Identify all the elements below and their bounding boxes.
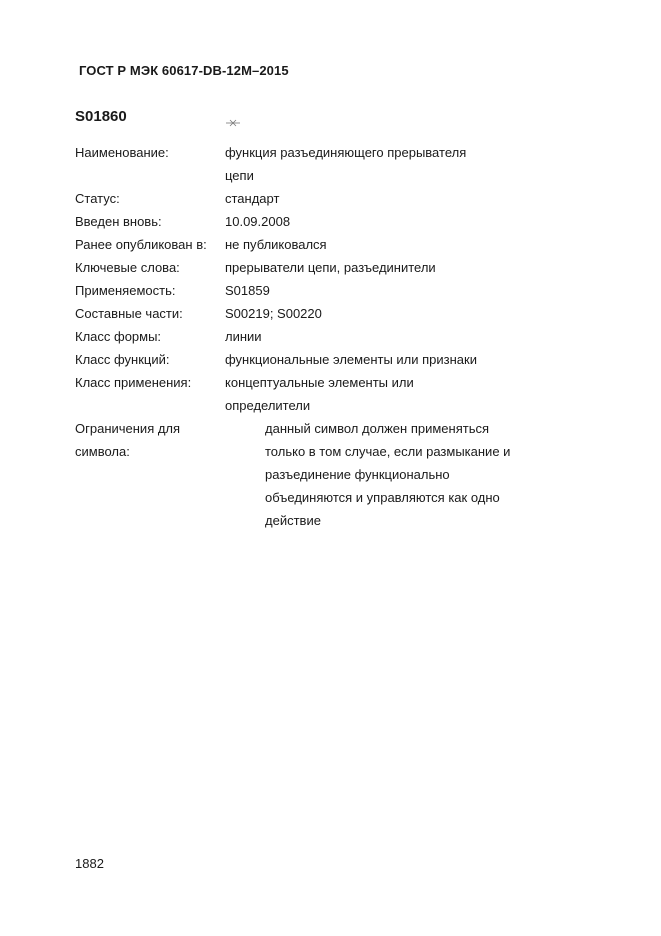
field-value: функциональные элементы или признаки [225, 352, 477, 367]
field-label: Класс применения: [75, 375, 192, 390]
field-label: Статус: [75, 191, 120, 206]
field-label: Составные части: [75, 306, 183, 321]
page-number: 1882 [75, 856, 104, 871]
field-value: стандарт [225, 191, 280, 206]
field-value: S00219; S00220 [225, 306, 322, 321]
field-list [75, 141, 595, 532]
standard-header: ГОСТ Р МЭК 60617-DB-12M–2015 [79, 63, 289, 78]
field-value: S01859 [225, 283, 270, 298]
field-row-previously-published [75, 233, 595, 256]
field-row-components [75, 302, 595, 325]
field-label: Ключевые слова: [75, 260, 180, 275]
field-value: функция разъединяющего прерывателя цепи [225, 145, 467, 183]
field-row-restrictions [75, 417, 595, 532]
field-row-application-class [75, 371, 595, 417]
field-value: не публиковался [225, 237, 327, 252]
field-label: Применяемость: [75, 283, 176, 298]
field-label: Ограничения для символа: [75, 421, 181, 459]
field-value: концептуальные элементы или определители [225, 375, 414, 413]
field-value: 10.09.2008 [225, 214, 291, 229]
field-row-name [75, 141, 595, 187]
field-row-introduced [75, 210, 595, 233]
field-row-status [75, 187, 595, 210]
field-label: Класс формы: [75, 329, 162, 344]
field-label: Наименование: [75, 145, 169, 160]
field-label: Ранее опубликован в: [75, 237, 207, 252]
field-row-keywords [75, 256, 595, 279]
symbol-code: S01860 [75, 108, 127, 125]
field-row-applicability [75, 279, 595, 302]
field-row-shape-class [75, 325, 595, 348]
field-value: данный символ должен применяться только в том случае, если размыкание и разъединение функционально объединяются и управляются как одно действие [265, 421, 511, 528]
field-label: Введен вновь: [75, 214, 162, 229]
disconnector-circuit-breaker-icon [226, 116, 240, 128]
field-value: линии [225, 329, 262, 344]
field-row-function-class [75, 348, 595, 371]
field-label: Класс функций: [75, 352, 170, 367]
field-value: прерыватели цепи, разъединители [225, 260, 436, 275]
